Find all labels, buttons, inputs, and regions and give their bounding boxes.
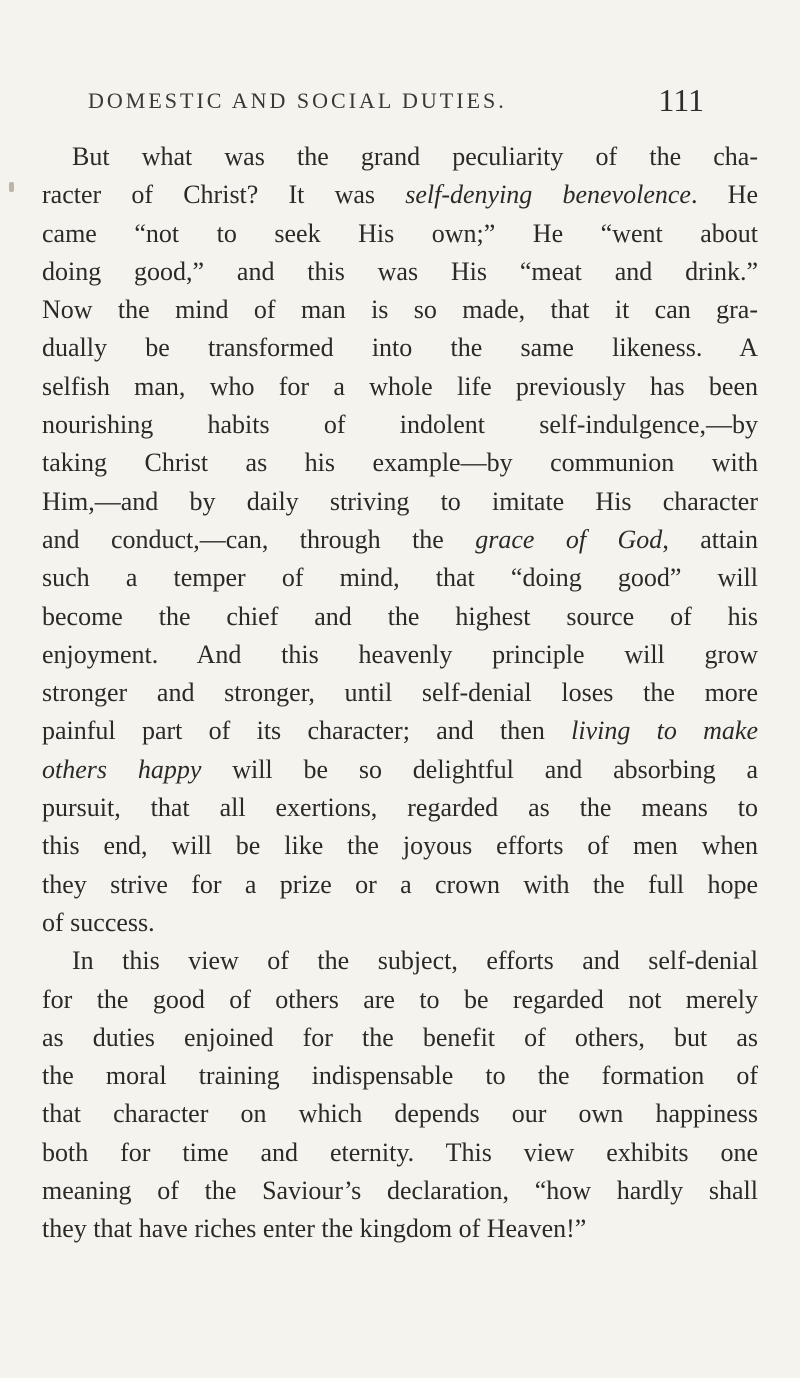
text-line: as duties enjoined for the benefit of others, but as — [42, 1022, 758, 1052]
margin-smudge — [9, 182, 14, 192]
text-line: and conduct,—can, through the grace of God, attain — [42, 524, 758, 554]
text-line: dually be transformed into the same likeness. A — [42, 333, 758, 363]
text-line: the moral training indispensable to the formation of — [42, 1061, 758, 1091]
text-line: of success. — [42, 907, 155, 937]
text-line: taking Christ as his example—by communion with — [42, 448, 758, 478]
text-line: become the chief and the highest source of his — [42, 601, 758, 631]
text-line: came “not to seek His own;” He “went about — [42, 218, 758, 248]
text-line: nourishing habits of indolent self-indulgence,—by — [42, 410, 758, 440]
text-line: enjoyment. And this heavenly principle will grow — [42, 639, 758, 669]
text-line: they strive for a prize or a crown with the full hope — [42, 869, 758, 899]
italic-phrase: others happy — [42, 754, 202, 784]
text-line: selfish man, who for a whole life previously has been — [42, 371, 758, 401]
page-number: 111 — [658, 82, 704, 118]
italic-phrase: grace of God — [475, 524, 663, 554]
text-line: But what was the grand peculiarity of the cha- — [72, 142, 758, 171]
text-line: this end, will be like the joyous efforts of men when — [42, 831, 758, 861]
text-line: racter of Christ? It was self-denying benevolence. He — [42, 180, 758, 210]
running-title: DOMESTIC AND SOCIAL DUTIES. — [88, 88, 507, 113]
text-line: both for time and eternity. This view exhibits one — [42, 1137, 758, 1167]
text-line: Him,—and by daily striving to imitate His character — [42, 486, 758, 516]
text-line: that character on which depends our own happiness — [42, 1099, 758, 1129]
italic-phrase: living to make — [571, 716, 759, 746]
text-line: doing good,” and this was His “meat and drink.” — [42, 256, 758, 286]
text-line: such a temper of mind, that “doing good” will — [42, 563, 758, 593]
text-line: for the good of others are to be regarded not merely — [42, 984, 758, 1014]
text-line: painful part of its character; and then living to make — [42, 716, 759, 746]
text-line: Now the mind of man is so made, that it can gra- — [42, 295, 758, 325]
text-line: meaning of the Saviour’s declaration, “how hardly shall — [42, 1176, 758, 1206]
body-text — [42, 138, 758, 1249]
text-line: In this view of the subject, efforts and self-denial — [72, 946, 758, 976]
text-line: others happy will be so delightful and absorbing a — [42, 754, 758, 784]
running-head — [88, 82, 704, 124]
text-line: stronger and stronger, until self-denial loses the more — [42, 678, 758, 708]
text-line: pursuit, that all exertions, regarded as the means to — [42, 793, 758, 823]
italic-phrase: self-denying benevolence — [405, 180, 691, 210]
text-line: they that have riches enter the kingdom of Heaven!” — [42, 1214, 587, 1244]
